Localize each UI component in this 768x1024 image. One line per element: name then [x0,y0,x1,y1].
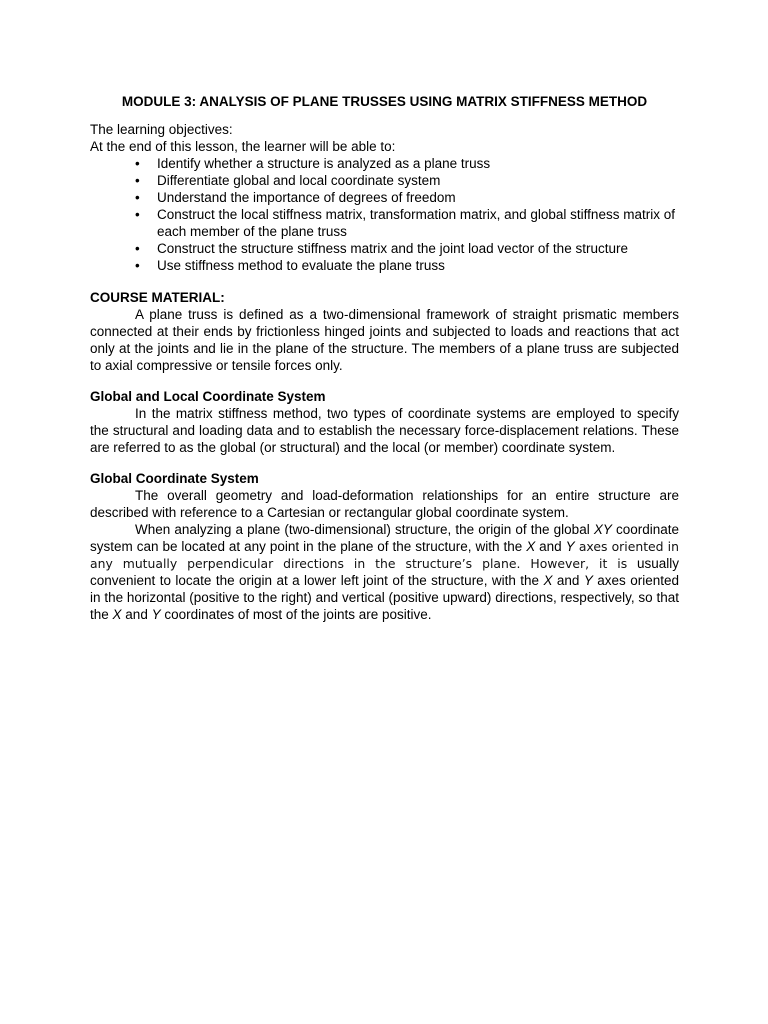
axis-label-x: X [526,539,536,554]
axis-label-y: Y [565,539,575,554]
objective-text: Construct the structure stiffness matrix and the joint load vector of the structure [157,241,628,256]
objective-item [135,240,679,257]
paragraph-text: usually convenient to locate the origin at a lower left joint of the structure, with the [90,556,679,588]
paragraph-text: and [552,573,584,588]
bullet-icon: • [135,207,140,222]
paragraph-text: When analyzing a plane (two-dimensional) structure, the origin of the global [135,522,594,537]
global-system-heading: Global Coordinate System [90,471,259,486]
global-local-paragraph: In the matrix stiffness method, two types of coordinate systems are employed to specify the structural and loading data and to establish the necessary force-displacement relations. These are referred to as the global (or structural) and the local (or member) coordinate system. [90,406,679,455]
objective-item [135,172,679,189]
objective-text: Use stiffness method to evaluate the plane truss [157,258,445,273]
paragraph-text: and [535,539,566,554]
bullet-icon: • [135,241,140,256]
bullet-icon: • [135,173,140,188]
objective-item [135,155,679,172]
objective-text: Understand the importance of degrees of freedom [157,190,456,205]
axis-label-xy: XY [593,522,612,537]
course-material-paragraph: A plane truss is defined as a two-dimensional framework of straight prismatic members connected at their ends by frictionless hinged joints and subjected to loads and reactions that act only at the joints and lie in the plane of the structure. The members of a plane truss are subjected to axial compressive or tensile forces only. [90,307,679,373]
objective-text: Identify whether a structure is analyzed as a plane truss [157,156,491,171]
objective-text: Differentiate global and local coordinate system [157,173,441,188]
objective-item [135,257,679,274]
objectives-list [90,155,679,274]
course-material-heading: COURSE MATERIAL: [90,290,225,305]
objective-text: Construct the local stiffness matrix, transformation matrix, and global stiffness matrix of each member of the plane truss [157,207,675,239]
axis-label-y: Y [151,607,161,622]
axis-label-x: X [112,607,122,622]
objectives-lead: At the end of this lesson, the learner will be able to: [90,139,396,154]
objective-item [135,206,679,240]
objective-item [135,189,679,206]
paragraph-text: coordinates of most of the joints are positive. [160,607,432,622]
global-local-heading: Global and Local Coordinate System [90,389,326,404]
paragraph-text: coordinate system can be located at any point in the plane of the structure, with the [90,522,680,554]
bullet-icon: • [135,156,140,171]
global-system-paragraph-2 [90,521,679,623]
paragraph-text: axes oriented in any mutually perpendicular directions in the structure’s plane. However, it is [90,539,679,571]
axis-label-x: X [543,573,553,588]
bullet-icon: • [135,190,140,205]
paragraph-text: axes oriented in the horizontal (positive to the right) and vertical (positive upward) directions, respectively, so that the [90,573,679,622]
bullet-icon: • [135,258,140,273]
objectives-intro: The learning objectives: [90,122,233,137]
global-system-paragraph-1: The overall geometry and load-deformation relationships for an entire structure are described with reference to a Cartesian or rectangular global coordinate system. [90,488,679,520]
axis-label-y: Y [583,573,593,588]
paragraph-text: and [121,607,152,622]
page-title: MODULE 3: ANALYSIS OF PLANE TRUSSES USING MATRIX STIFFNESS METHOD [121,94,648,109]
